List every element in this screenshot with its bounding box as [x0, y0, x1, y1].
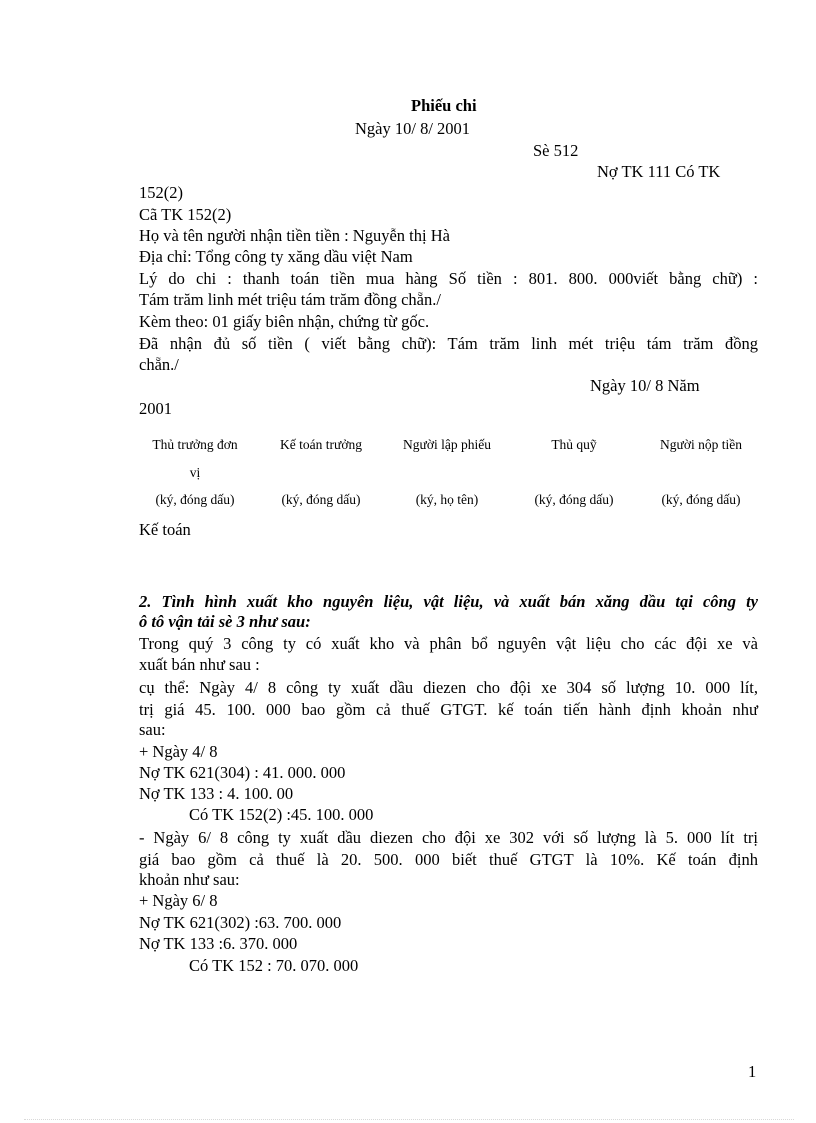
- entry-debit: Nợ TK 621(304) : 41. 000. 000: [139, 763, 346, 782]
- received: Đã nhận đủ số tiền ( viết bằng chữ): Tám trăm linh mét triệu tám trăm đồng: [139, 334, 758, 353]
- entry-date: + Ngày 6/ 8: [139, 891, 218, 910]
- entry-debit: Nợ TK 133 :6. 370. 000: [139, 934, 298, 953]
- signature-note: (ký, đóng dấu): [155, 492, 235, 507]
- page-edge-divider: [24, 1119, 794, 1120]
- reason-cont: Tám trăm linh mét triệu tám trăm đồng chẵn./: [139, 290, 441, 309]
- sign-date: Ngày 10/ 8 Năm: [590, 376, 700, 395]
- signature-note: (ký, đóng dấu): [661, 492, 741, 507]
- page-number: 1: [748, 1062, 757, 1081]
- receipt-date: Ngày 10/ 8/ 2001: [355, 119, 471, 138]
- intro-line: xuất bán như sau :: [139, 655, 260, 674]
- debit-credit: Nợ TK 111 Có TK: [597, 162, 721, 181]
- paragraph-line: cụ thể: Ngày 4/ 8 công ty xuất dầu diezen cho đội xe 304 số lượng 10. 000 lít,: [139, 678, 758, 697]
- receipt-title: Phiếu chi: [411, 96, 477, 115]
- signature-role: Người lập phiếu: [403, 437, 491, 452]
- entry-debit: Nợ TK 133 : 4. 100. 00: [139, 784, 294, 803]
- signature-director: [138, 436, 252, 482]
- account-cont: 152(2): [139, 183, 183, 202]
- entry-credit: Có TK 152(2) :45. 100. 000: [189, 805, 374, 824]
- receipt-number: Sè 512: [533, 141, 579, 160]
- footer-accountant: Kế toán: [139, 520, 191, 539]
- signature-role: Thủ trưởng đơn: [152, 437, 238, 452]
- received-cont: chẵn./: [139, 355, 179, 374]
- signature-note: (ký, đóng dấu): [534, 492, 614, 507]
- entry-credit: Có TK 152 : 70. 070. 000: [189, 956, 359, 975]
- entry-debit: Nợ TK 621(302) :63. 700. 000: [139, 913, 342, 932]
- attached: Kèm theo: 01 giấy biên nhận, chứng từ gốc.: [139, 312, 430, 331]
- section2-heading: 2. Tình hình xuất kho nguyên liệu, vật liệu, và xuất bán xăng dầu tại công ty: [139, 592, 758, 611]
- section2-heading-cont: ô tô vận tải sè 3 như sau:: [139, 612, 311, 631]
- paragraph-line: giá bao gồm cả thuế là 20. 500. 000 biết thuế GTGT là 10%. Kế toán định: [139, 850, 758, 869]
- paragraph-line: khoản như sau:: [139, 870, 240, 889]
- reason: Lý do chi : thanh toán tiền mua hàng Số tiền : 801. 800. 000viết bằng chữ) :: [139, 269, 758, 288]
- paragraph-line: - Ngày 6/ 8 công ty xuất dầu diezen cho đội xe 302 với số lượng là 5. 000 lít trị: [139, 828, 758, 847]
- sign-year: 2001: [139, 399, 172, 418]
- signature-payer: [642, 436, 760, 454]
- paragraph-line: sau:: [139, 720, 166, 739]
- signature-role: Thủ quỹ: [551, 437, 597, 452]
- signature-cashier: [516, 436, 632, 454]
- signature-note: (ký, họ tên): [415, 492, 479, 507]
- signature-note: (ký, đóng dấu): [281, 492, 361, 507]
- account-co: Cã TK 152(2): [139, 205, 232, 224]
- signature-preparer: [388, 436, 506, 454]
- recipient: Họ và tên người nhận tiền tiền : Nguyễn thị Hà: [139, 226, 450, 245]
- intro-line: Trong quý 3 công ty có xuất kho và phân bổ nguyên vật liệu cho các đội xe và: [139, 634, 758, 653]
- signature-role: Kế toán trưởng: [280, 437, 362, 452]
- entry-date: + Ngày 4/ 8: [139, 742, 218, 761]
- signature-chief-accountant: [262, 436, 380, 454]
- paragraph-line: trị giá 45. 100. 000 bao gồm cả thuế GTGT. kế toán tiến hành định khoản như: [139, 700, 758, 719]
- signature-role: Người nộp tiền: [660, 437, 742, 452]
- address: Địa chỉ: Tổng công ty xăng dầu việt Nam: [139, 247, 413, 266]
- signature-role-cont: vị: [189, 465, 201, 480]
